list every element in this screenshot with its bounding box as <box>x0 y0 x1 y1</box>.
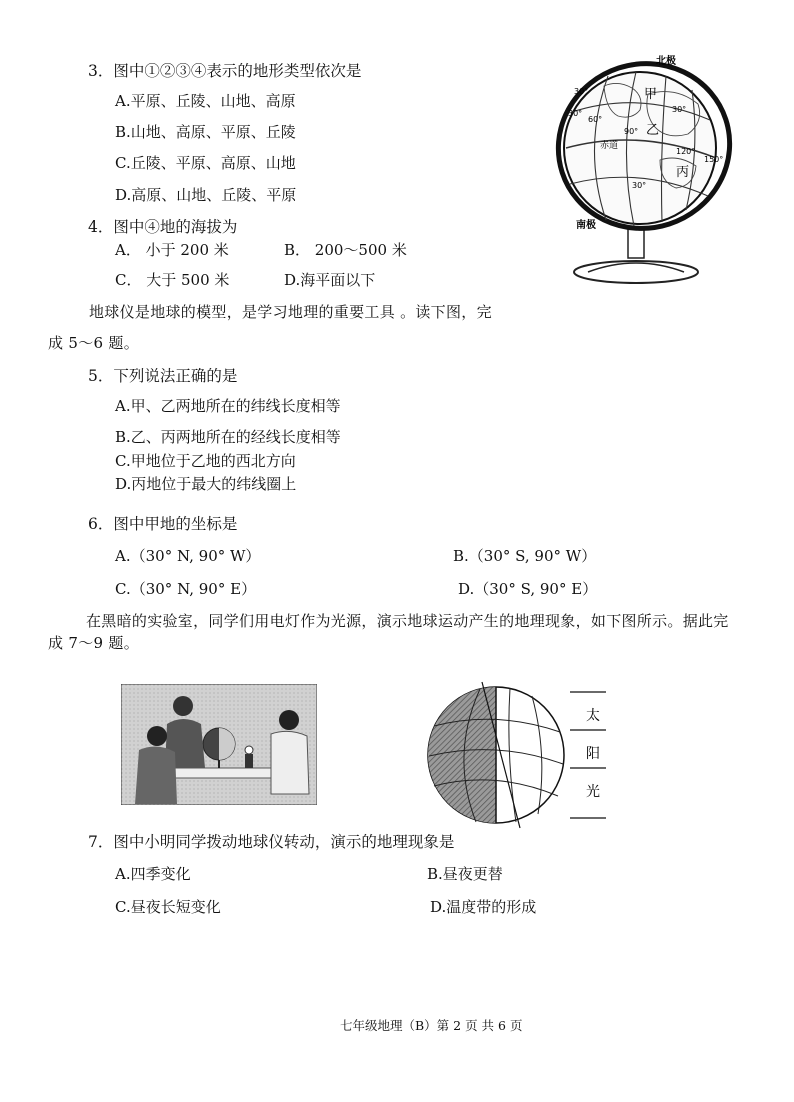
globe-stand-base <box>574 261 698 283</box>
page-footer: 七年级地理（B）第 2 页 共 6 页 <box>340 1018 523 1033</box>
q7-option-d: D.温度带的形成 <box>430 898 537 916</box>
q3-option-a: A.平原、丘陵、山地、高原 <box>115 92 296 110</box>
intro-5-6-line1: 地球仪是地球的模型，是学习地理的重要工具 。读下图，完 <box>89 303 492 321</box>
lat-30-label-b: 30° <box>672 105 687 114</box>
lon-30-label: 30° <box>568 109 583 118</box>
q5-option-b: B.乙、丙两地所在的经线长度相等 <box>115 428 341 446</box>
sunlight-char-1: 太 <box>586 708 600 724</box>
q3-option-d: D.高原、山地、丘陵、平原 <box>115 186 297 204</box>
lon-90-label: 90° <box>624 127 639 136</box>
q6-option-c: C.（30° N, 90° E） <box>115 580 257 598</box>
q4-option-b: B． 200～500 米 <box>284 241 407 259</box>
place-yi-label: 乙 <box>646 123 660 138</box>
q3-option-b: B.山地、高原、平原、丘陵 <box>115 123 296 141</box>
intro-5-6-line2: 成 5～6 题。 <box>48 334 140 352</box>
q6-option-b: B.（30° S, 90° W） <box>453 547 597 565</box>
q7-option-b: B.昼夜更替 <box>427 865 503 883</box>
lat-30-label-c: 30° <box>632 181 647 190</box>
equator-label: 赤道 <box>600 141 619 151</box>
lon-120-label: 120° <box>676 147 696 156</box>
south-pole-label: 南极 <box>576 220 596 231</box>
q6-option-a: A.（30° N, 90° W） <box>115 547 261 565</box>
q7-option-c: C.昼夜长短变化 <box>115 898 221 916</box>
q7-stem: 7．图中小明同学拨动地球仪转动，演示的地理现象是 <box>88 833 455 851</box>
q6-option-d: D.（30° S, 90° E） <box>458 580 598 598</box>
lon-60-label: 60° <box>588 115 603 124</box>
q5-option-d: D.丙地位于最大的纬线圈上 <box>115 475 297 493</box>
q4-option-a: A． 小于 200 米 <box>115 241 229 259</box>
q4-option-d: D.海平面以下 <box>284 271 376 289</box>
q5-option-a: A.甲、乙两地所在的纬线长度相等 <box>115 397 341 415</box>
classroom-photo <box>121 684 317 805</box>
q3-option-c: C.丘陵、平原、高原、山地 <box>115 154 296 172</box>
place-bing-label: 丙 <box>676 165 690 180</box>
day-night-diagram <box>420 680 620 830</box>
place-jia-label: 甲 <box>644 87 658 102</box>
globe-stand-post <box>628 228 644 258</box>
q5-stem: 5．下列说法正确的是 <box>88 367 238 385</box>
q6-stem: 6．图中甲地的坐标是 <box>88 515 238 533</box>
intro-7-9-line2: 成 7～9 题。 <box>48 634 140 652</box>
intro-7-9-line1: 在黑暗的实验室，同学们用电灯作为光源，演示地球运动产生的地理现象，如下图所示。据此完 <box>86 612 729 630</box>
q7-option-a: A.四季变化 <box>115 865 191 883</box>
lon-150-label: 150° <box>704 155 724 164</box>
north-pole-label: 北极 <box>656 56 676 67</box>
sunlight-char-3: 光 <box>586 784 600 800</box>
sunlight-char-2: 阳 <box>586 746 600 762</box>
q5-option-c: C.甲地位于乙地的西北方向 <box>115 452 296 470</box>
q4-stem: 4．图中④地的海拔为 <box>88 218 238 236</box>
globe-figure <box>548 50 752 286</box>
lat-30-label-a: 30° <box>574 87 589 96</box>
q3-stem: 3．图中①②③④表示的地形类型依次是 <box>88 62 362 80</box>
q4-option-c: C． 大于 500 米 <box>115 271 230 289</box>
